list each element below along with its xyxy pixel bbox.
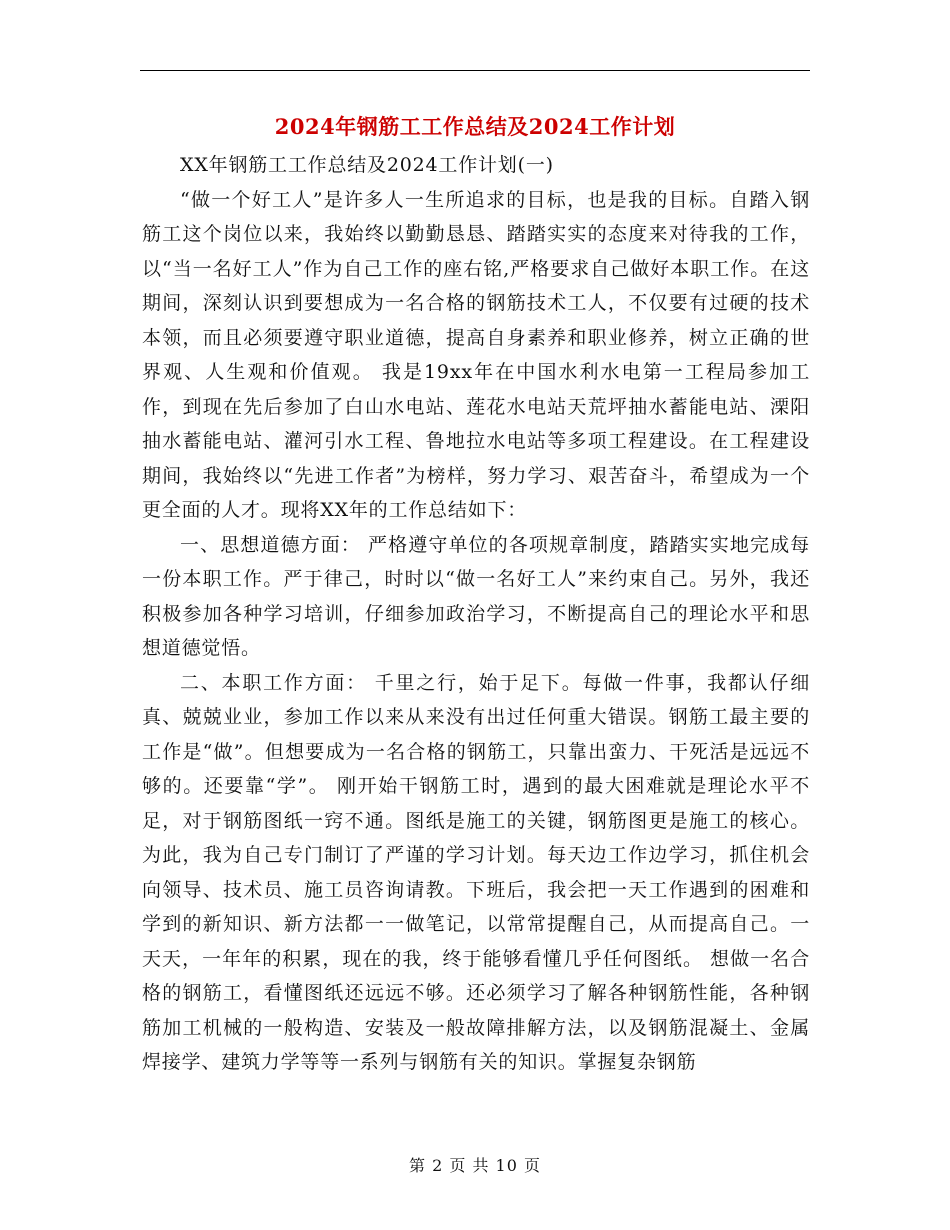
paragraph-intro: “做一个好工人”是许多人一生所追求的目标，也是我的目标。自踏入钢筋工这个岗位以来，我始终以勤勤恳恳、踏踏实实的态度来对待我的工作，以“当一名好工人”作为自己工作的座右铭,严格要求自己做好本职工作。在这期间，深刻认识到要想成为一名合格的钢筋技术工人，不仅要有过硬的技术本领，而且必须要遵守职业道德，提高自身素养和职业修养，树立正确的世界观、人生观和价值观。 我是19xx年在中国水利水电第一工程局参加工作，到现在先后参加了白山水电站、莲花水电站天荒坪抽水蓄能电站、溧阳抽水蓄能电站、灌河引水工程、鲁地拉水电站等多项工程建设。在工程建设期间，我始终以“先进工作者”为榜样，努力学习、艰苦奋斗，希望成为一个更全面的人才。现将XX年的工作总结如下： (142, 188, 810, 521)
section-heading: XX年钢筋工工作总结及2024工作计划(一) (180, 154, 554, 176)
header-rule (140, 70, 810, 71)
paragraph-ideology: 一、思想道德方面： 严格遵守单位的各项规章制度，踏踏实实地完成每一份本职工作。严于律己，时时以“做一名好工人”来约束自己。另外，我还积极参加各种学习培训，仔细参加政治学习，不断提高自己的理论水平和思想道德觉悟。 (142, 533, 810, 659)
page-number-footer: 第 2 页 共 10 页 (409, 1156, 541, 1175)
paragraph-work: 二、本职工作方面： 千里之行，始于足下。每做一件事，我都认仔细真、兢兢业业，参加工作以来从来没有出过任何重大错误。钢筋工最主要的工作是“做”。但想要成为一名合格的钢筋工，只靠出蛮力、干死活是远远不够的。还要靠“学”。 刚开始干钢筋工时，遇到的最大困难就是理论水平不足，对于钢筋图纸一窍不通。图纸是施工的关键，钢筋图更是施工的核心。为此，我为自己专门制订了严谨的学习计划。每天边工作边学习，抓住机会向领导、技术员、施工员咨询请教。下班后，我会把一天工作遇到的困难和学到的新知识、新方法都一一做笔记，以常常提醒自己，从而提高自己。一天天，一年年的积累，现在的我，终于能够看懂几乎任何图纸。 想做一名合格的钢筋工，看懂图纸还远远不够。还必须学习了解各种钢筋性能，各种钢筋加工机械的一般构造、安装及一般故障排解方法，以及钢筋混凝土、金属焊接学、建筑力学等等一系列与钢筋有关的知识。掌握复杂钢筋 (142, 671, 810, 1073)
document-body (142, 148, 810, 1080)
document-title: 2024年钢筋工工作总结及2024工作计划 (274, 114, 676, 139)
